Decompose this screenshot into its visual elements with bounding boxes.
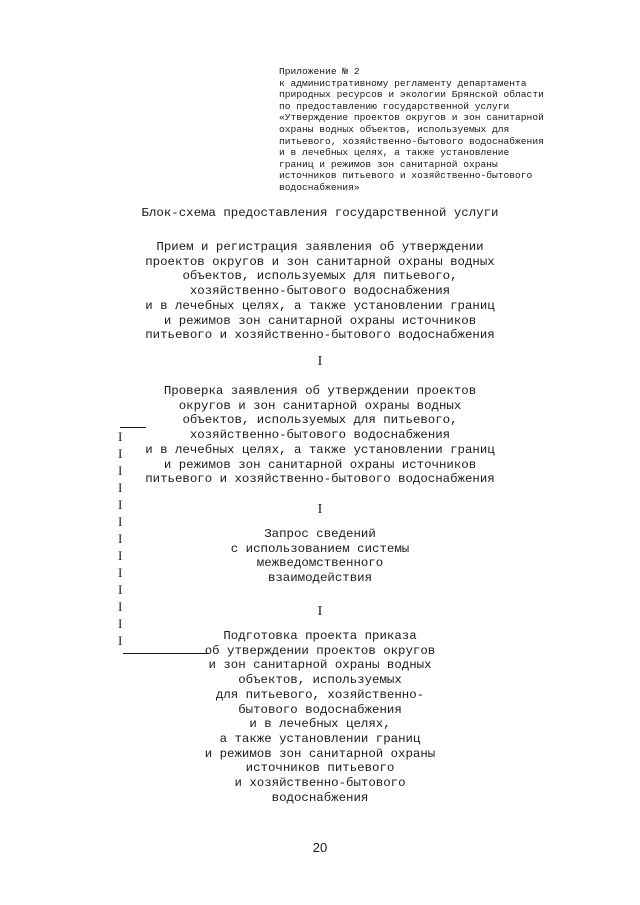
connector-3: I (317, 604, 323, 619)
connector-1: I (317, 354, 323, 369)
return-link-top (120, 427, 146, 428)
connector-2: I (317, 502, 323, 517)
flowchart-title: Блок-схема предоставления государственной услуги (141, 206, 499, 220)
step-preparation: Подготовка проекта приказа об утверждении проектов округов и зон санитарной охраны водных объектов, используемых для питьевого, хозяйственно- бытового водоснабжения и в лечебных целях, а также установлении границ и режимов зон санитарной охраны источников питьевого и хозяйственно-бытового водоснабжения (204, 629, 436, 805)
page-number: 20 (312, 840, 328, 855)
annex-header: Приложение № 2 к административному регламенту департамента природных ресурсов и экологии Брянской области по предоставлению государственной услуги «Утверждение проектов округов и зон санитарной охраны водных объектов, используемых для питьевого, хозяйственно-бытового водоснабжения и в лечебных целях, а также установление границ и режимов зон санитарной охраны источников питьевого и хозяйственно-бытового водоснабжения» (279, 66, 544, 193)
step-reception: Прием и регистрация заявления об утверждении проектов округов и зон санитарной охраны водных объектов, используемых для питьевого, хозяйственно-бытового водоснабжения и в лечебных целях, а также установлении границ и режимов зон санитарной охраны источников питьевого и хозяйственно-бытового водоснабжения (145, 240, 495, 343)
return-link-bottom (123, 653, 209, 654)
step-verification: Проверка заявления об утверждении проектов округов и зон санитарной охраны водных объектов, используемых для питьевого, хозяйственно-бытового водоснабжения и в лечебных целях, а также установлении границ и режимов зон санитарной охраны источников питьевого и хозяйственно-бытового водоснабжения (145, 384, 495, 487)
step-request: Запрос сведений с использованием системы межведомственного взаимодействия (230, 527, 410, 586)
